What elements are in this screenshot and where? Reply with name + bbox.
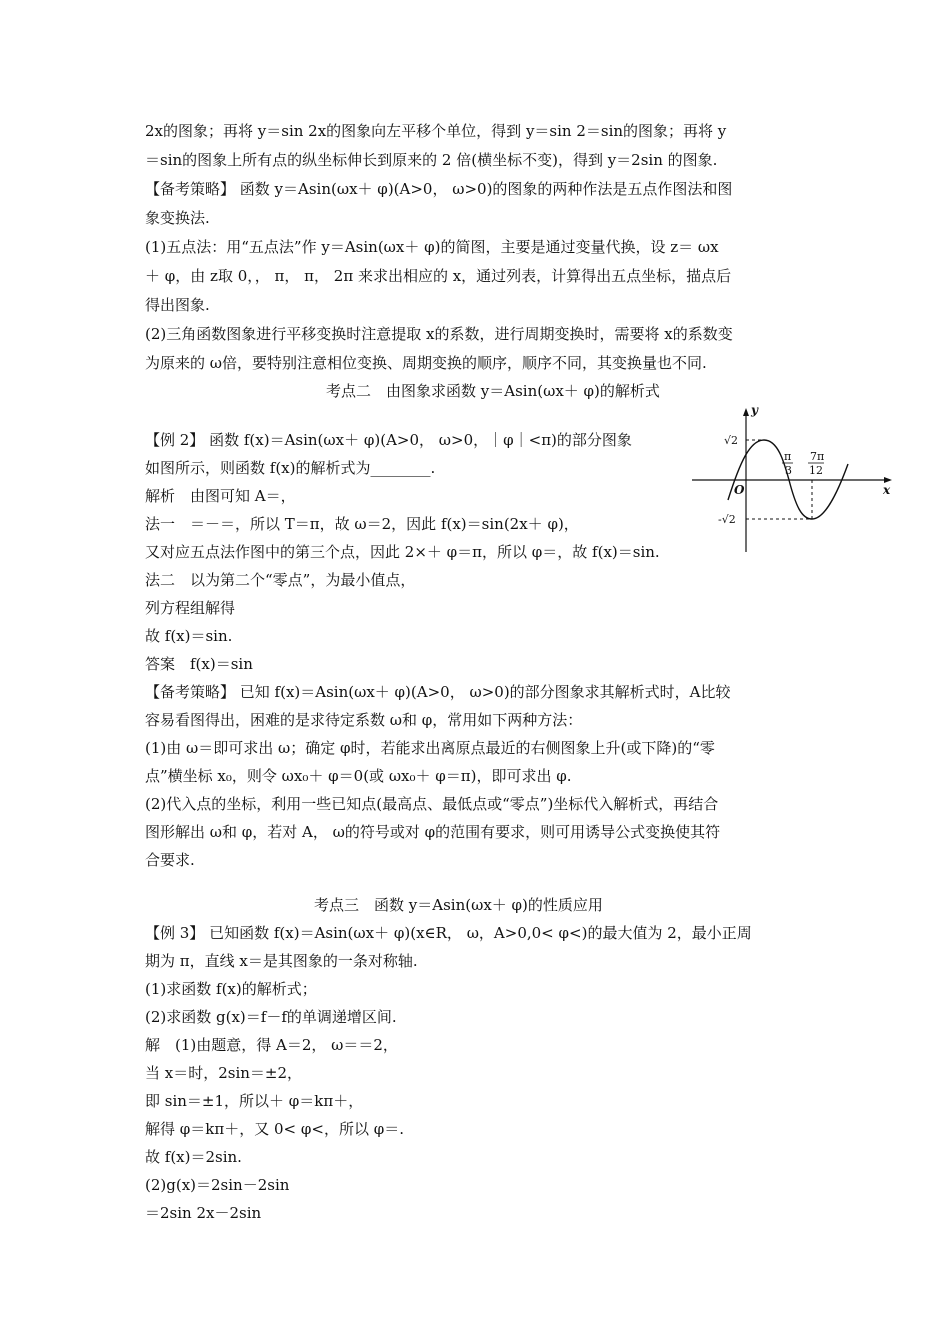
text-line: 图形解出 ω和 φ，若对 A， ω的符号或对 φ的范围有要求，则可用诱导公式变换使其符 <box>145 823 721 841</box>
section-heading: 考点二 由图象求函数 y＝Asin(ωx＋ φ)的解析式 <box>326 382 660 400</box>
text-line: 故 f(x)＝2sin. <box>145 1148 242 1166</box>
text-line: 列方程组解得 <box>145 599 236 617</box>
y-axis-arrow-icon <box>743 408 749 416</box>
text-line: 期为 π，直线 x＝是其图象的一条对称轴. <box>145 952 418 970</box>
text-line: 解 (1)由题意，得 A＝2， ω＝＝2， <box>145 1036 398 1054</box>
text-line: 即 sin＝±1，所以＋ φ＝kπ＋， <box>145 1092 364 1110</box>
text-line: (2)g(x)＝2sin－2sin <box>145 1176 290 1194</box>
x-axis-label: x <box>883 483 891 497</box>
text-line: 当 x＝时，2sin＝±2， <box>145 1064 303 1082</box>
text-line: (2)求函数 g(x)＝f－f的单调递增区间. <box>145 1008 397 1026</box>
text-line: 故 f(x)＝sin. <box>145 627 233 645</box>
text-line: 点”横坐标 x₀，则令 ωx₀＋ φ＝0(或 ωx₀＋ φ＝π)，即可求出 φ. <box>145 767 572 785</box>
text-line: 法二 以为第二个“零点”，为最小值点， <box>145 571 416 589</box>
text-line: (1)求函数 f(x)的解析式； <box>145 980 317 998</box>
text-line: 解析 由图可知 A＝， <box>145 487 296 505</box>
text-line: 象变换法. <box>145 209 210 227</box>
tick-7pi-over-12-numerator: 7π <box>810 450 825 463</box>
origin-label: O <box>734 483 745 497</box>
text-line: 又对应五点法作图中的第三个点，因此 2×＋ φ＝π，所以 φ＝，故 f(x)＝sin. <box>145 543 660 561</box>
sine-graph-svg <box>688 402 900 562</box>
text-line: (2)三角函数图象进行平移变换时注意提取 x的系数，进行周期变换时，需要将 x的系数变 <box>145 325 733 343</box>
text-line: ＝2sin 2x－2sin <box>145 1204 262 1222</box>
section-heading: 考点三 函数 y＝Asin(ωx＋ φ)的性质应用 <box>314 896 603 914</box>
text-line: 为原来的 ω倍，要特别注意相位变换、周期变换的顺序，顺序不同，其变换量也不同. <box>145 354 707 372</box>
text-line: 如图所示，则函数 f(x)的解析式为________. <box>145 459 436 477</box>
text-line: 【备考策略】 已知 f(x)＝Asin(ωx＋ φ)(A>0， ω>0)的部分图象求其解析式时，A比较 <box>145 683 731 701</box>
text-line: 解得 φ＝kπ＋，又 0< φ<，所以 φ＝. <box>145 1120 404 1138</box>
tick-pi-over-3-denominator: 3 <box>785 464 792 477</box>
text-line: (1)五点法：用“五点法”作 y＝Asin(ωx＋ φ)的简图，主要是通过变量代换，设 z＝ ωx <box>145 238 719 256</box>
text-line: 【例 2】 函数 f(x)＝Asin(ωx＋ φ)(A>0， ω>0，｜φ｜<π)的部分图象 <box>145 431 632 449</box>
text-line: 合要求. <box>145 851 195 869</box>
text-line: 容易看图得出，困难的是求待定系数 ω和 φ，常用如下两种方法： <box>145 711 583 729</box>
text-line: ＝sin的图象上所有点的纵坐标伸长到原来的 2 倍(横坐标不变)，得到 y＝2sin 的图象. <box>145 151 718 169</box>
ymax-label: √2 <box>724 434 739 447</box>
text-line: 2x的图象；再将 y＝sin 2x的图象向左平移个单位，得到 y＝sin 2＝sin的图象；再将 y <box>145 122 727 140</box>
ymin-label: -√2 <box>718 513 736 526</box>
tick-7pi-over-12-denominator: 12 <box>809 464 823 477</box>
text-line: 得出图象. <box>145 296 210 314</box>
text-line: ＋ φ，由 z取 0，， π， π， 2π 来求出相应的 x，通过列表，计算得出五点坐标，描点后 <box>145 267 732 285</box>
text-line: (1)由 ω＝即可求出 ω；确定 φ时，若能求出离原点最近的右侧图象上升(或下降)的“零 <box>145 739 715 757</box>
text-line: 答案 f(x)＝sin <box>145 655 253 673</box>
text-line: 【例 3】 已知函数 f(x)＝Asin(ωx＋ φ)(x∈R， ω，A>0,0< φ<)的最大值为 2，最小正周 <box>145 924 752 942</box>
text-line: 法一 ＝－＝，所以 T＝π，故 ω＝2，因此 f(x)＝sin(2x＋ φ)， <box>145 515 579 533</box>
sine-graph-figure <box>688 402 900 562</box>
text-line: (2)代入点的坐标，利用一些已知点(最高点、最低点或“零点”)坐标代入解析式，再结合 <box>145 795 719 813</box>
y-axis-label: y <box>751 403 758 417</box>
tick-pi-over-3-numerator: π <box>784 450 792 463</box>
text-line: 【备考策略】 函数 y＝Asin(ωx＋ φ)(A>0， ω>0)的图象的两种作法是五点作图法和图 <box>145 180 733 198</box>
